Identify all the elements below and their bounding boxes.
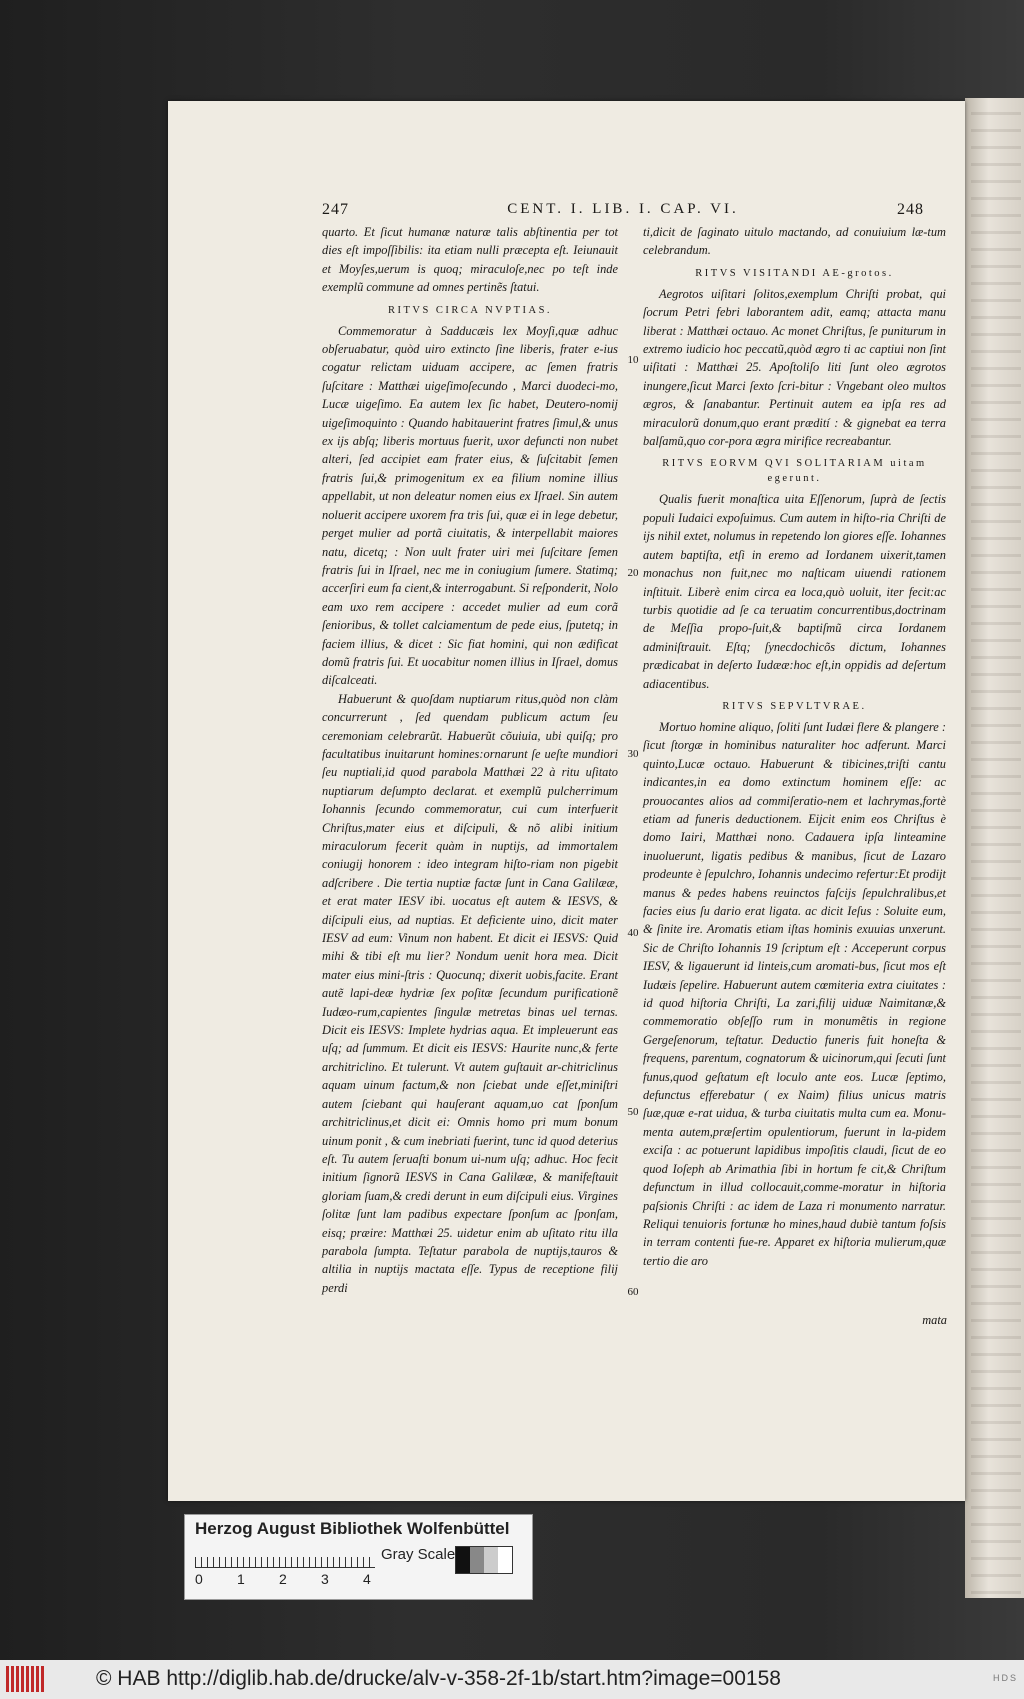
line-number: 50: [627, 1106, 639, 1118]
section-heading: RITVS CIRCA NVPTIAS.: [387, 304, 553, 316]
book-page: [168, 101, 965, 1501]
running-title: CENT. I. LIB. I. CAP. VI.: [507, 201, 739, 217]
line-number: 30: [627, 748, 639, 760]
paragraph: Habuerunt & quoſdam nuptiarum ritus,quòd non clàm concurrerunt , ſed quendam publicum actum ſeu ceremoniam celebrarũt. Habuerũt cõuiuia, ubi quiſq; pro facultatibus inuitarunt homines:ornarunt ſe ueſte mundiori ſeu nuptiali,id quod parabola Matthæi 22 à ritu uſitato nuptiarum deſumpto declarat. et exemplũ pulcherrimum Iohannis ſecundo commemoratur, cui cum interfuerit Chriſtus,mater eius et diſcipuli, & nõ alibi initium miraculorum fecerit quàm in nuptijs, ad immortalem coniugij honorem : ideo integram hiſto-riam non pigebit adſcribere . Die tertia nuptiæ factæ ſunt in Cana Galilææ, et erat mater IESV ibi. uocatus eſt autem & IESVS, & diſcipuli eius, ad nuptias. Et deficiente uino, dicit mater IESV ad eum: Vinum non habent. Et dicit ei IESVS: Quid mihi & tibi eſt mu lier? Nondum uenit hora mea. Dicit mater eius mini-ſtris : Quocunq; dixerit uobis,facite. Erant autẽ lapi-deæ hydriæ ſex poſitæ ſecundum purificationẽ Iudæo-rum,capientes ſingulæ metretas binas uel ternas. Dicit eis IESVS: Implete hydrias aqua. Et impleuerunt eas uſq; ad ſummum. Et dicit eis IESVS: Haurite nunc,& ferte architriclino. Et tulerunt. Vt autem guſtauit ar-chitriclinus aquam uinum factum,& non ſciebat unde eſſet,miniſtri autem ſciebant qui hauſerant aquam,uo cat ſponſum architriclinus,et dicit ei: Omnis homo pri mum bonum uinum ponit , & cum inebriati fuerint, tunc id quod deterius eſt. Tu autem ſeruaſti bonum ui-num uſq; adhuc. Hoc fecit initium ſignorũ IESVS in Cana Galilææ, & manifeſtauit gloriam ſuam,& credi derunt in eum diſcipuli eius. Virgines ſolitæ ſunt lam padibus expectare ſponſum ac ſponſam, eisq; præire: Matthæi 25. uidetur enim ab uſitato ritu illa parabola ſumpta. Teſtatur parabola de nuptijs,tauros & altilia in nuptijs mactata eſſe. Typus de receptione filij perdi: [322, 691, 618, 1295]
adjacent-page-edge: [965, 98, 1024, 1598]
ruler-number: 1: [237, 1571, 245, 1587]
section-heading: RITVS SEPVLTVRAE.: [722, 700, 867, 712]
paragraph: Aegrotos uiſitari ſolitos,exemplum Chriſti probat, qui ſocrum Petri febri laborantem adit, eamq; attacta manu liberat : Matthæi octauo. Ac monet Chriſtus, ſe puniturum in extremo iudicio hoc peccatũ,quòd ægro ti ac captiui non ſint uiſitati : Matthæi 25. Apoſtoliſo liti ſunt oleo ægrotos inungere,ſicut Marci ſexto ſcri-bitur : Vngebant oleo multos ægros, & ſanabantur. Pertinuit autem ea ipſa res ad miraculorũ donum,quo erant prædití : & gignebat ea terra balſamũ,quo cor-pora ægra mirifice recreabantur.: [643, 286, 946, 449]
catchword: mata: [922, 1313, 947, 1327]
footer-tag: HDS: [992, 1673, 1018, 1683]
paragraph: Mortuo homine aliquo, ſoliti ſunt Iudæi flere & plangere : ſicut ſtorgæ in hominibus naturaliter hoc adferunt. Marci quinto,Lucæ octauo. Habuerunt & tibicines,triſti cantu indicantes,in ea domo extinctum hominem eſſe: ac prouocantes alios ad commiſeratio-nem et lachrymas,fortè etiam ad funeris deductionem. Eijcit enim eos Chriſtus è domo Iairi, Matthæi nono. Cadauera ipſa linteamine inuoluerunt, ligatis pedibus & manibus, ſicut de Lazaro prodeunte è ſepulchro, Iohannis undecimo refertur:Et prodijt manus & pedes habens reuinctos faſcijs ſepulchralibus,et facies eius ſu dario erat ligata. ac dicit Ieſus : Soluite eum, & ſinite ire. Aromatis etiam iſtas hominis exuuias unxerunt. Sic de Chriſto Iohannis 19 ſcriptum eſt : Acceperunt corpus IESV, & ligauerunt id linteis,cum aromati-bus, ſicut mos eſt Iudæis ſepelire. Habuerunt autem cœmiteria extra ciuitates : id quod hiſtoria Chriſti, La zari,filij uiduæ Naimitanæ,& commemoratio obſeſſo rum in monumẽtis in regione Gergeſenorum, teſtatur. Deductio funeris fuit honeſta & frequens, parentum, cognatorum & uicinorum,qui ſecuti ſunt funus,quod geſtatum eſt loculo ante eos. Lucæ ſeptimo, defunctus efferebatur ( ex Naim) filius unicus matris ſuæ,quæ e-rat uidua, & turba ciuitatis multa cum ea. Monu-menta autem,præſertim opulentiorum, fuerunt in la-pidem exciſa : ac potuerunt lapidibus impoſitis claudi, ſicut de eo quod Ioſeph ab Arimathia ſibi in hortum fe cit,& Chriſtum defunctum in illud collocauit,comme-moratur in hiſtoria paſsionis Chriſti : ac idem de Laza ri monumento narratur. Reliqui tenuioris fortunæ ho mines,haud dubiè tantum foſsis in terram contenti fue-re. Apparet ex hiſtoria mulierum,quæ tertio die aro: [643, 719, 946, 1268]
left-column: [322, 223, 618, 1297]
hab-logo-icon: [6, 1666, 44, 1692]
line-number: 20: [627, 567, 639, 579]
library-color-card: [184, 1514, 533, 1600]
paragraph: quarto. Et ſicut humanæ naturæ talis abſtinentia per tot dies eſt impoſſibilis: ita etiam nulli præcepta eſt. Ieiunauit et Moyſes,uerum is quoq; miraculoſe,nec po teſt inde exemplũ commune ad omnes pertinẽs ſtatui.: [322, 225, 618, 295]
section-heading: RITVS VISITANDI AE-grotos.: [695, 267, 894, 279]
footer-bar: [0, 1660, 1024, 1699]
page-number-right: 248: [897, 201, 924, 218]
right-column: [643, 223, 946, 1270]
line-number: 40: [627, 927, 639, 939]
ruler-number: 4: [363, 1571, 371, 1587]
page-header: [322, 197, 924, 223]
line-number: 60: [627, 1286, 639, 1298]
library-name: Herzog August Bibliothek Wolfenbüttel: [195, 1519, 510, 1538]
ruler-number: 2: [279, 1571, 287, 1587]
scale-ruler: [195, 1545, 375, 1568]
ruler-number: 0: [195, 1571, 203, 1587]
ruler-number: 3: [321, 1571, 329, 1587]
source-url[interactable]: © HAB http://diglib.hab.de/drucke/alv-v-358-2f-1b/start.htm?image=00158: [96, 1667, 781, 1690]
paragraph: ti,dicit de ſaginato uitulo mactando, ad conuiuium læ-tum celebrandum.: [643, 225, 946, 258]
paragraph: Commemoratur à Sadducæis lex Moyſi,quæ adhuc obſeruabatur, quòd uiro extincto ſine liberis, frater e-ius cogatur relictam uiduam accipere, ac ſemen fratris ſuſcitare : Matthæi uigeſimoſecundo , Marci duodeci-mo, Lucæ uigeſimo. Ea autem lex ſic habet, Deutero-nomij uigeſimoquinto : Quando habitauerint fratres ſimul,& unus ex ijs abſq; liberis mortuus fuerit, uxor defuncti non nubet alteri, ſed accipiet eam frater eius, & ſuſcitabit ſemen fratris ſui,& primogenitum ex ea filium nomine illius appellabit, ut non deleatur nomen eius ex Iſrael. Sin autem noluerit accipere uxorem fra tris ſui, quæ ei in lege debetur, perget mulier ad portã ciuitatis, & interpellabit maiores natu, dicetq; : Non uult frater uiri mei ſuſcitare ſemen fratris ſui in Iſrael, nec me in coniugium ſumere. Statimq; accerſiri eum fa cient,& interrogabunt. Si reſponderit, Nolo eam uxo rem accipere : accedet mulier ad eum corã ſenioribus, & tollet calciamentum de pede eius, ſputetq; in faciem illius, & dicet : Sic fiat homini, qui non ædificat domũ fratris ſui. Et uocabitur nomen illius in Iſrael, domus diſcalceati.: [322, 323, 618, 688]
page-number-left: 247: [322, 201, 349, 218]
line-number: 10: [627, 354, 639, 366]
paragraph: Qualis fuerit monaſtica uita Eſſenorum, ſuprà de ſectis populi Iudaici expoſuimus. Cum autem in hiſto-ria Chriſti de ijs nihil extet, nolumus in repetendo lon giores eſſe. Iohannes autem baptiſta, etſi in eremo ad Iordanem uixerit,tamen monachus non fuit,nec mo naſticam uiuendi rationem inſtituit. Liberè enim circa ea loca,quò uoluit, iter fecit:ac turbis quotidie ad ſe ca teruatim concurrentibus,doctrinam de Meſſia propo-ſuit,& baptiſmũ circa Iordanem adminiſtrauit. Eſtq; ſynecdochicõs dictum, Iohannes prædicabat in deſerto Iudææ:hoc eſt,in oppidis ad deſertum adiacentibus.: [643, 492, 946, 691]
gray-scale-swatch: [455, 1546, 513, 1574]
gray-scale-label: Gray Scale: [381, 1546, 456, 1563]
section-heading: RITVS EORVM QVI SOLITARIAM uitam egerunt.: [662, 458, 927, 485]
